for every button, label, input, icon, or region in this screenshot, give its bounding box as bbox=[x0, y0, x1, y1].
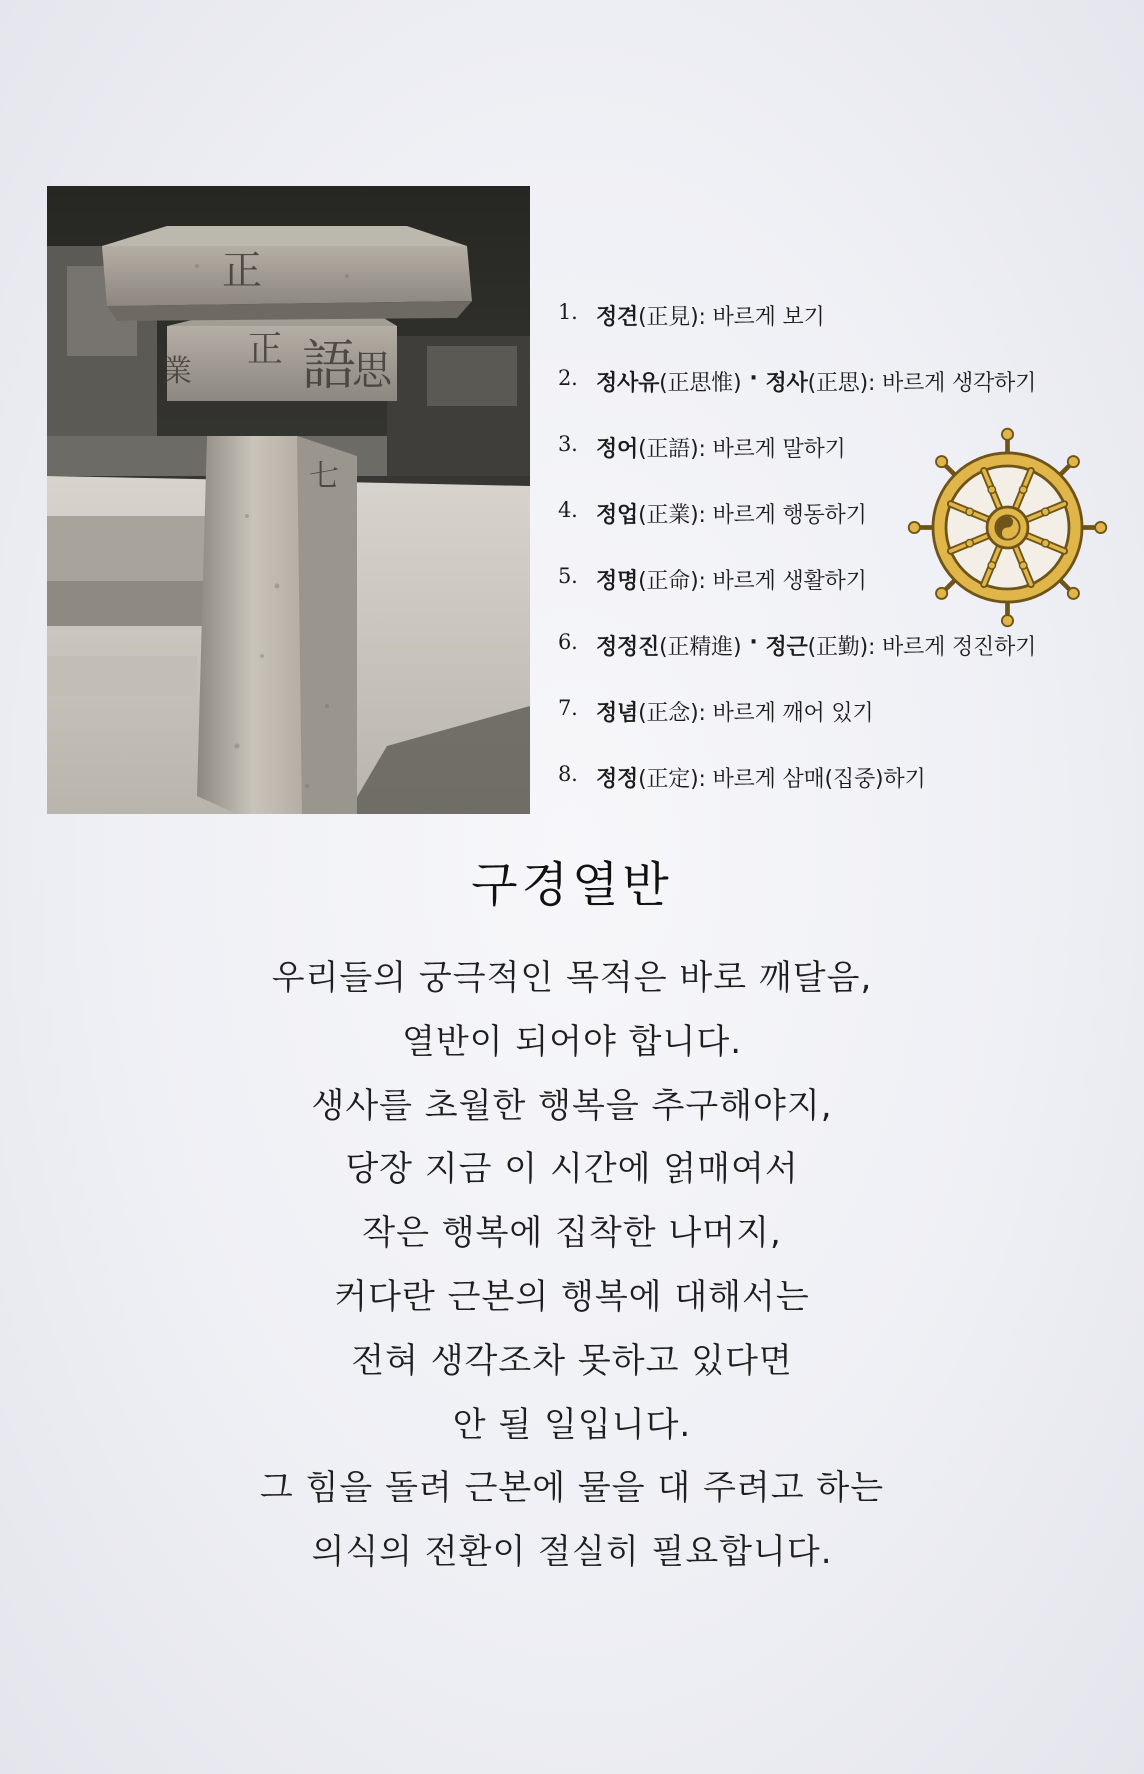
path-item-term: 정어 bbox=[596, 437, 639, 462]
path-item-term: 정업 bbox=[596, 503, 639, 528]
path-item-term-alt: 정근 bbox=[765, 635, 808, 660]
path-item-description: : 바르게 깨어 있기 bbox=[698, 701, 874, 726]
path-item-hanja-alt: (正思) bbox=[807, 371, 868, 396]
dharma-wheel-icon bbox=[905, 425, 1110, 630]
path-item-separator: · bbox=[749, 630, 758, 655]
body-line: 커다란 근본의 행복에 대해서는 bbox=[334, 1276, 810, 1317]
svg-text:思: 思 bbox=[352, 348, 392, 394]
path-item-number: 4. bbox=[558, 498, 578, 522]
body-line: 생사를 초월한 행복을 추구해야지, bbox=[311, 1085, 833, 1126]
body-line: 우리들의 궁극적인 목적은 바로 깨달음, bbox=[271, 958, 873, 998]
path-item-hanja: (正定) bbox=[638, 767, 699, 792]
path-item-term: 정정 bbox=[596, 767, 639, 792]
svg-text:正: 正 bbox=[247, 329, 284, 370]
path-item-description: : 바르게 생활하기 bbox=[698, 569, 867, 594]
path-item-description: : 바르게 보기 bbox=[698, 305, 825, 330]
path-item-description: : 바르게 행동하기 bbox=[698, 503, 867, 528]
body-text bbox=[0, 950, 1144, 1588]
stone-pillar-photo bbox=[47, 186, 530, 814]
path-item-hanja: (正命) bbox=[638, 569, 699, 594]
body-line: 안 될 일입니다. bbox=[452, 1404, 692, 1445]
path-item-number: 5. bbox=[558, 564, 578, 588]
stone-pillar-image bbox=[47, 186, 530, 814]
svg-text:業: 業 bbox=[162, 354, 192, 389]
path-item-number: 1. bbox=[558, 300, 578, 324]
path-item-hanja: (正念) bbox=[638, 701, 699, 726]
path-item-number: 7. bbox=[558, 696, 578, 720]
path-item-hanja: (正語) bbox=[638, 437, 699, 462]
body-line: 열반이 되어야 합니다. bbox=[401, 1021, 743, 1062]
body-line: 그 힘을 돌려 근본에 물을 대 주려고 하는 bbox=[259, 1468, 885, 1509]
path-item-hanja: (正精進) bbox=[659, 635, 742, 660]
path-item-number: 3. bbox=[558, 432, 578, 456]
path-item-number: 6. bbox=[558, 630, 578, 654]
path-item-hanja-alt: (正勤) bbox=[807, 635, 868, 660]
body-line: 전혀 생각조차 못하고 있다면 bbox=[351, 1340, 793, 1381]
path-item-term: 정사유 bbox=[596, 371, 660, 396]
path-item-term: 정명 bbox=[596, 569, 639, 594]
path-item-description: : 바르게 삼매(집중)하기 bbox=[698, 767, 926, 792]
path-item-description: : 바르게 정진하기 bbox=[867, 635, 1037, 660]
path-item-term: 정념 bbox=[596, 701, 639, 726]
path-item-separator: · bbox=[749, 366, 758, 391]
path-item bbox=[558, 762, 1138, 828]
body-line: 작은 행복에 집착한 나머지, bbox=[362, 1213, 782, 1254]
page-title: 구경열반 bbox=[471, 857, 673, 913]
path-item-number: 2. bbox=[558, 366, 578, 390]
svg-text:七: 七 bbox=[309, 459, 339, 494]
svg-text:語: 語 bbox=[302, 334, 356, 397]
body-line: 당장 지금 이 시간에 얽매여서 bbox=[345, 1149, 799, 1190]
path-item bbox=[558, 630, 1138, 696]
path-item-hanja: (正業) bbox=[638, 503, 699, 528]
body-line: 의식의 전환이 절실히 필요합니다. bbox=[311, 1532, 833, 1573]
path-item-number: 8. bbox=[558, 762, 578, 786]
path-item-term-alt: 정사 bbox=[765, 371, 808, 396]
path-item-term: 정정진 bbox=[596, 635, 660, 660]
path-item-description: : 바르게 말하기 bbox=[698, 437, 846, 462]
path-item-term: 정견 bbox=[596, 305, 639, 330]
path-item bbox=[558, 366, 1138, 432]
path-item bbox=[558, 300, 1138, 366]
path-item-hanja: (正思惟) bbox=[659, 371, 742, 396]
path-item-hanja: (正見) bbox=[638, 305, 699, 330]
svg-text:正: 正 bbox=[222, 248, 262, 294]
path-item bbox=[558, 696, 1138, 762]
path-item-description: : 바르게 생각하기 bbox=[867, 371, 1037, 396]
